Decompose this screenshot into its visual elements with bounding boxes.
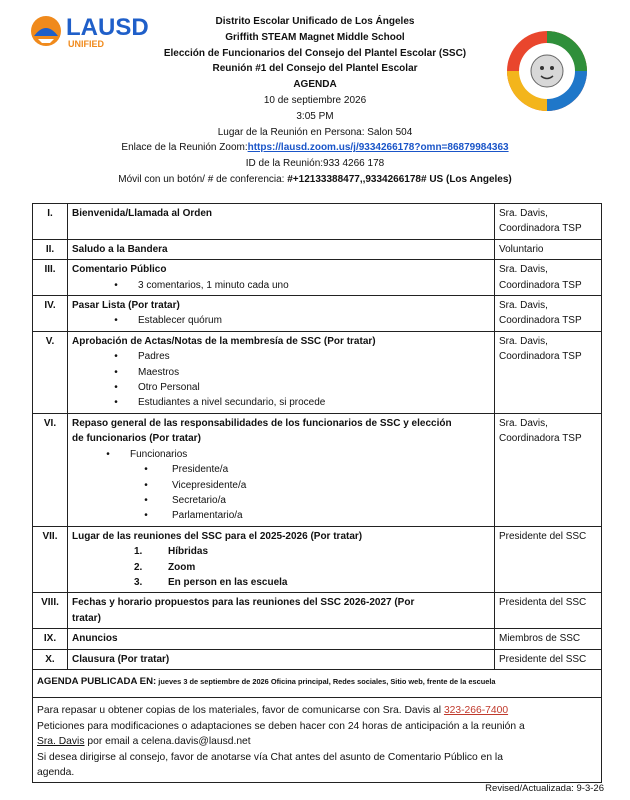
agenda-row-9 — [33, 629, 602, 649]
bullet-text: Vicepresidente/a — [172, 479, 247, 491]
footer-line-4: Si desea dirigirse al consejo, favor de anotarse vía Chat antes del asunto de Comentario Público en la — [37, 751, 503, 763]
item-responsible — [495, 204, 602, 240]
item-responsible — [495, 649, 602, 669]
agenda-row-6 — [33, 413, 602, 526]
sub-bullet-item — [138, 462, 490, 477]
zoom-label: Enlace de la Reunión Zoom: — [121, 142, 248, 154]
phone-label: Móvil con un botón/ # de conferencia: — [118, 173, 288, 185]
numbered-item — [134, 575, 490, 590]
phone-line — [0, 172, 630, 188]
bullet-item — [100, 447, 490, 462]
bullet-icon: • — [114, 279, 118, 291]
bullet-icon: • — [114, 366, 118, 378]
bullet-item — [108, 313, 490, 328]
item-number: I. — [33, 204, 68, 240]
number-label: 1. — [134, 546, 143, 558]
bullet-text: Presidente/a — [172, 464, 229, 476]
resp-line: Coordinadora TSP — [499, 279, 582, 291]
resp-line: Sra. Davis, — [499, 300, 548, 312]
bullet-text: Maestros — [138, 366, 180, 378]
meeting-title: Reunión #1 del Consejo del Plantel Escolar — [212, 63, 418, 75]
item-number: VI. — [33, 413, 68, 526]
item-responsible — [495, 296, 602, 332]
item-title: Anuncios — [72, 633, 118, 645]
item-content — [68, 526, 495, 593]
item-title: Saludo a la Bandera — [72, 243, 168, 255]
bullet-item — [108, 395, 490, 410]
item-title: Bienvenida/Llamada al Orden — [72, 208, 213, 219]
bullet-icon: • — [114, 315, 118, 327]
footer-line-3 — [37, 734, 597, 749]
agenda-row-4 — [33, 296, 602, 332]
meeting-place: Lugar de la Reunión en Persona: Salon 504 — [217, 126, 413, 138]
bullet-item — [108, 365, 490, 380]
item-number: III. — [33, 260, 68, 296]
bullet-icon: • — [144, 464, 148, 476]
item-content — [68, 204, 495, 240]
item-content — [68, 260, 495, 296]
resp-line: Presidente del SSC — [499, 653, 587, 665]
resp-line: Coordinadora TSP — [499, 351, 582, 363]
bullet-text: Padres — [138, 351, 170, 363]
numbered-text: Zoom — [168, 561, 196, 573]
footer-line-2: Peticiones para modificaciones o adaptaciones se deben hacer con 24 horas de anticipación a la reunión a — [37, 720, 525, 732]
number-label: 2. — [134, 561, 143, 573]
item-responsible — [495, 260, 602, 296]
bullet-text: Funcionarios — [130, 448, 188, 460]
bullet-icon: • — [114, 351, 118, 363]
item-title: Clausura (Por tratar) — [72, 653, 170, 665]
item-title: Aprobación de Actas/Notas de la membresía de SSC (Por tratar) — [72, 335, 376, 347]
published-text: jueves 3 de septiembre de 2026 Oficina principal, Redes sociales, Sitio web, frente de la escuela — [156, 676, 496, 686]
meeting-header — [0, 14, 630, 188]
item-responsible — [495, 593, 602, 629]
agenda-row-8 — [33, 593, 602, 629]
item-number: X. — [33, 649, 68, 669]
resp-line: Presidente del SSC — [499, 530, 587, 542]
bullet-text: 3 comentarios, 1 minuto cada uno — [138, 279, 289, 291]
bullet-item — [108, 349, 490, 364]
item-number: VII. — [33, 526, 68, 593]
meeting-time: 3:05 PM — [296, 110, 334, 122]
agenda-row-3 — [33, 260, 602, 296]
agenda-table — [32, 203, 602, 783]
item-responsible — [495, 239, 602, 259]
district-name: Distrito Escolar Unificado de Los Ángeles — [215, 16, 415, 27]
election-title: Elección de Funcionarios del Consejo del Plantel Escolar (SSC) — [163, 47, 467, 59]
item-content — [68, 331, 495, 413]
numbered-item — [134, 560, 490, 575]
item-title: Lugar de las reuniones del SSC para el 2025-2026 (Por tratar) — [72, 530, 363, 542]
item-title-line: de funcionarios (Por tratar) — [72, 433, 201, 445]
published-cell — [33, 669, 602, 697]
item-number: II. — [33, 239, 68, 259]
resp-line: Presidenta del SSC — [499, 597, 587, 609]
bullet-text: Otro Personal — [138, 382, 200, 394]
revised-date: Revised/Actualizada: 9-3-26 — [485, 783, 604, 794]
resp-line: Voluntario — [499, 243, 544, 255]
agenda-row-7 — [33, 526, 602, 593]
item-title-line: tratar) — [72, 612, 101, 624]
phone-value: #+12133388477,,9334266178# US (Los Angeles) — [287, 173, 512, 185]
item-title: Comentario Público — [72, 264, 167, 276]
item-responsible — [495, 526, 602, 593]
bullet-text: Establecer quórum — [138, 315, 222, 327]
footer-cell — [33, 698, 602, 783]
item-responsible — [495, 629, 602, 649]
item-number: VIII. — [33, 593, 68, 629]
zoom-line — [0, 140, 630, 156]
footer-line-5: agenda. — [37, 767, 75, 778]
footer-line-1 — [37, 703, 597, 718]
agenda-row-5 — [33, 331, 602, 413]
contact-name-link[interactable]: Sra. Davis — [37, 736, 85, 748]
bullet-icon: • — [114, 382, 118, 394]
bullet-icon: • — [144, 494, 148, 506]
item-responsible — [495, 413, 602, 526]
bullet-icon: • — [144, 510, 148, 522]
item-number: IX. — [33, 629, 68, 649]
item-content — [68, 296, 495, 332]
bullet-text: Secretario/a — [172, 494, 226, 506]
numbered-text: En person en las escuela — [168, 576, 288, 588]
bullet-icon: • — [114, 397, 118, 409]
agenda-row-1 — [33, 204, 602, 240]
item-responsible — [495, 331, 602, 413]
published-label: AGENDA PUBLICADA EN: — [37, 675, 157, 687]
sub-bullet-item — [138, 508, 490, 523]
sub-bullet-item — [138, 493, 490, 508]
agenda-row-2 — [33, 239, 602, 259]
numbered-text: Híbridas — [168, 546, 209, 558]
agenda-row-10 — [33, 649, 602, 669]
bullet-item — [108, 278, 490, 293]
agenda-heading: AGENDA — [293, 79, 337, 91]
resp-line: Miembros de SSC — [499, 633, 581, 645]
meeting-date: 10 de septiembre 2026 — [263, 94, 367, 106]
footer-text: por email a celena.davis@lausd.net — [84, 736, 251, 748]
item-title-line: Fechas y horario propuestos para las reuniones del SSC 2026-2027 (Por — [72, 597, 415, 609]
item-content — [68, 629, 495, 649]
item-content — [68, 649, 495, 669]
bullet-text: Parlamentario/a — [172, 510, 243, 522]
item-title-line: Repaso general de las responsabilidades de los funcionarios de SSC y elección — [72, 417, 452, 429]
footer-text: Para repasar u obtener copias de los materiales, favor de comunicarse con Sra. Davis al — [37, 705, 444, 717]
resp-line: Sra. Davis, — [499, 264, 548, 276]
item-content — [68, 239, 495, 259]
item-content — [68, 593, 495, 629]
bullet-text: Estudiantes a nivel secundario, si procede — [138, 397, 326, 409]
item-title: Pasar Lista (Por tratar) — [72, 300, 180, 312]
meeting-id: ID de la Reunión:933 4266 178 — [245, 158, 385, 170]
bullet-item — [108, 380, 490, 395]
sub-bullet-item — [138, 478, 490, 493]
resp-line: Sra. Davis, — [499, 208, 548, 219]
contact-phone[interactable]: 323-266-7400 — [443, 705, 509, 717]
logo-sub: UNIFIED — [68, 39, 104, 49]
zoom-link[interactable]: https://lausd.zoom.us/j/9334266178?omn=86879984363 — [247, 142, 509, 154]
logo-text: LAUSD — [66, 14, 149, 41]
numbered-item — [134, 544, 490, 559]
resp-line: Coordinadora TSP — [499, 433, 582, 445]
footer-row — [33, 698, 602, 783]
resp-line: Coordinadora TSP — [499, 315, 582, 327]
bullet-icon: • — [144, 479, 148, 491]
item-number: IV. — [33, 296, 68, 332]
bullet-icon: • — [106, 448, 110, 460]
published-row — [33, 669, 602, 697]
item-number: V. — [33, 331, 68, 413]
item-content — [68, 413, 495, 526]
resp-line: Sra. Davis, — [499, 335, 548, 347]
resp-line: Sra. Davis, — [499, 417, 548, 429]
school-name: Griffith STEAM Magnet Middle School — [225, 31, 405, 43]
number-label: 3. — [134, 576, 143, 588]
resp-line: Coordinadora TSP — [499, 223, 582, 235]
